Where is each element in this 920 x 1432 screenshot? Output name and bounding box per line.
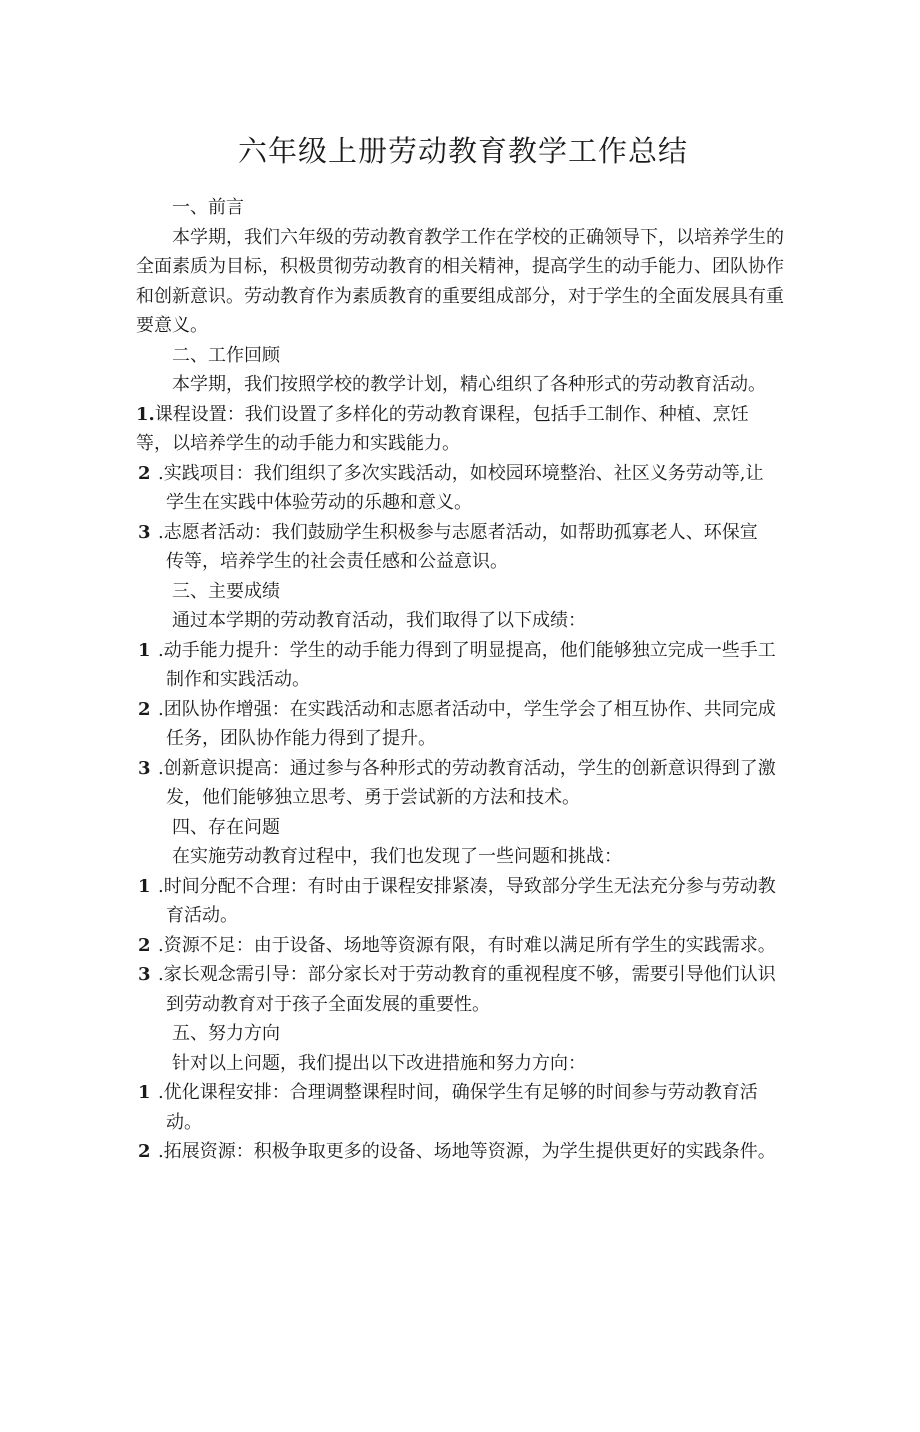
list-text: 等，以培养学生的动手能力和实践能力。	[136, 433, 460, 454]
paragraph: 本学期，我们按照学校的教学计划，精心组织了各种形式的劳动教育活动。	[172, 374, 766, 395]
list-number: 2	[138, 1141, 151, 1162]
document-title: 六年级上册劳动教育教学工作总结	[237, 134, 688, 168]
list-text: 育活动。	[166, 905, 238, 926]
list-item	[136, 872, 790, 931]
paragraph: 针对以上问题，我们提出以下改进措施和努力方向：	[172, 1052, 586, 1074]
document-page	[0, 131, 920, 1432]
list-text: .实践项目：我们组织了多次实践活动，如校园环境整治、社区义务劳动等,让	[158, 462, 764, 484]
list-text: .志愿者活动：我们鼓励学生积极参与志愿者活动，如帮助孤寡老人、环保宣	[158, 521, 758, 543]
paragraph: 通过本学期的劳动教育活动，我们取得了以下成绩：	[172, 610, 586, 631]
list-text: .时间分配不合理：有时由于课程安排紧凑，导致部分学生无法充分参与劳动教	[158, 875, 776, 897]
list-number: 1	[138, 1082, 151, 1103]
list-number: 3	[138, 757, 151, 779]
list-text: .优化课程安排：合理调整课程时间，确保学生有足够的时间参与劳动教育活	[158, 1082, 758, 1103]
list-text: 课程设置：我们设置了多样化的劳动教育课程，包括手工制作、种植、烹饪	[154, 403, 749, 425]
list-item	[136, 1137, 790, 1167]
list-item	[136, 636, 790, 695]
list-text: 制作和实践活动。	[166, 669, 310, 690]
list-number: 2	[138, 462, 151, 484]
list-text: .团队协作增强：在实践活动和志愿者活动中，学生学会了相互协作、共同完成	[158, 698, 776, 720]
list-text: 传等，培养学生的社会责任感和公益意识。	[166, 551, 508, 572]
list-text: .家长观念需引导：部分家长对于劳动教育的重视程度不够，需要引导他们认识	[158, 964, 776, 985]
list-item	[136, 960, 790, 1019]
list-number: 2	[138, 934, 151, 956]
list-item	[136, 754, 790, 813]
section-heading: 五、努力方向	[172, 1023, 280, 1044]
list-item	[136, 1078, 790, 1137]
list-number: 1	[138, 875, 151, 897]
list-item	[136, 400, 790, 459]
list-item	[136, 518, 790, 577]
paragraph: 在实施劳动教育过程中，我们也发现了一些问题和挑战：	[172, 846, 622, 867]
list-text: 到劳动教育对于孩子全面发展的重要性。	[166, 993, 490, 1015]
list-text: 学生在实践中体验劳动的乐趣和意义。	[166, 492, 472, 513]
list-text: 任务，团队协作能力得到了提升。	[166, 728, 436, 749]
list-text: .资源不足：由于设备、场地等资源有限，有时难以满足所有学生的实践需求。	[158, 934, 776, 956]
section-heading: 三、主要成绩	[172, 580, 280, 602]
section-heading: 二、工作回顾	[172, 344, 280, 366]
list-number: 2	[138, 698, 151, 720]
list-text: 动。	[166, 1111, 202, 1133]
list-number: 3	[138, 521, 151, 543]
list-item	[136, 931, 790, 961]
list-text: .动手能力提升：学生的动手能力得到了明显提高，他们能够独立完成一些手工	[158, 639, 776, 661]
section-heading: 四、存在问题	[172, 816, 280, 838]
list-item	[136, 459, 790, 518]
list-text: 发，他们能够独立思考、勇于尝试新的方法和技术。	[166, 787, 580, 808]
list-text: .创新意识提高：通过参与各种形式的劳动教育活动，学生的创新意识得到了激	[158, 757, 776, 779]
list-item	[136, 695, 790, 754]
paragraph: 本学期，我们六年级的劳动教育教学工作在学校的正确领导下，以培养学生的全面素质为目标，积极贯彻劳动教育的相关精神，提高学生的动手能力、团队协作和创新意识。劳动教育作为素质教育的重要组成部分，对于学生的全面发展具有重要意义。	[136, 226, 784, 336]
document-body	[136, 193, 790, 1167]
list-text: .拓展资源：积极争取更多的设备、场地等资源，为学生提供更好的实践条件。	[158, 1141, 776, 1162]
list-number: 1.	[136, 403, 155, 425]
list-number: 3	[138, 964, 151, 985]
section-heading: 一、前言	[172, 197, 244, 218]
list-number: 1	[138, 639, 151, 661]
